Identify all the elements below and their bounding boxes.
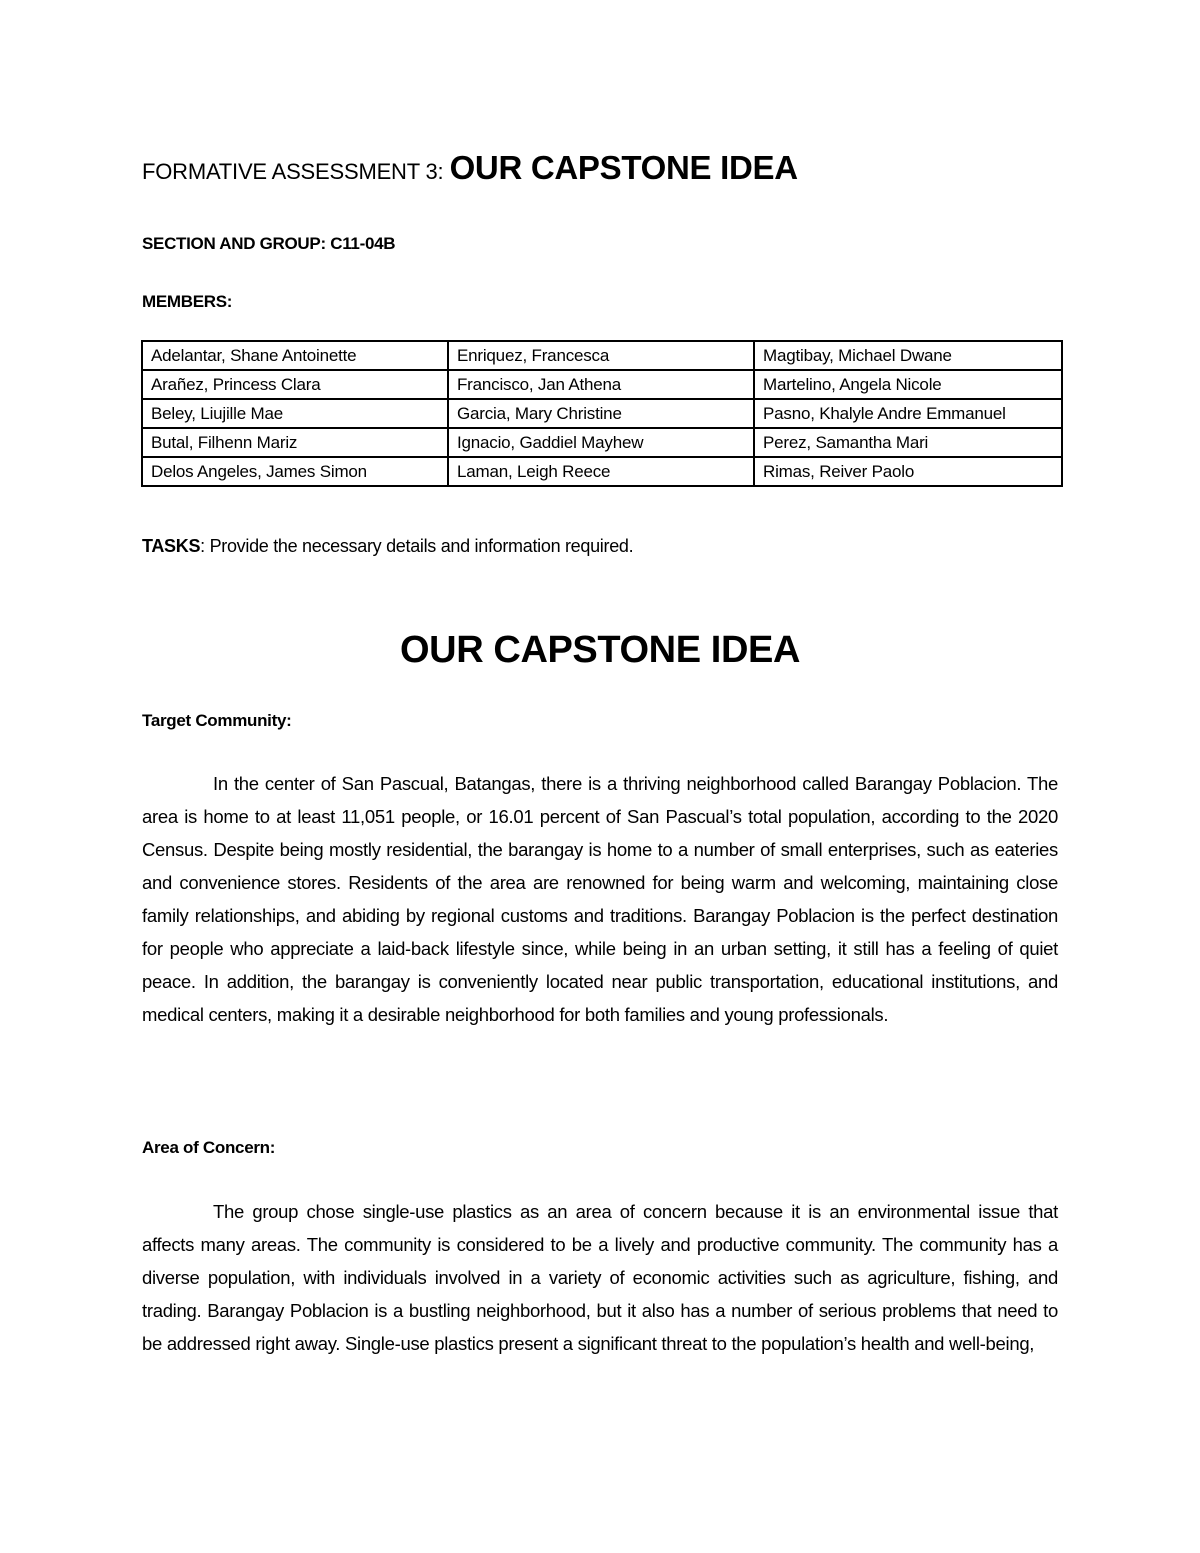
member-cell: Pasno, Khalyle Andre Emmanuel <box>754 399 1062 428</box>
area-of-concern-heading: Area of Concern: <box>142 1138 276 1157</box>
member-cell: Magtibay, Michael Dwane <box>754 341 1062 370</box>
page-title: OUR CAPSTONE IDEA <box>400 629 800 671</box>
assessment-label: FORMATIVE ASSESSMENT 3: <box>142 159 444 184</box>
members-table <box>141 340 1063 487</box>
tasks-line <box>142 534 633 558</box>
member-cell: Garcia, Mary Christine <box>448 399 754 428</box>
table-row <box>142 428 1062 457</box>
member-cell: Adelantar, Shane Antoinette <box>142 341 448 370</box>
member-cell: Martelino, Angela Nicole <box>754 370 1062 399</box>
table-row <box>142 341 1062 370</box>
member-cell: Laman, Leigh Reece <box>448 457 754 486</box>
assessment-title: OUR CAPSTONE IDEA <box>449 149 798 186</box>
target-community-heading: Target Community: <box>142 711 292 730</box>
target-community-paragraph: In the center of San Pascual, Batangas, there is a thriving neighborhood called Barangay Poblacion. The area is home to at least 11,051 people, or 16.01 percent of San Pascual’s total population, according to the 2020 Census. Despite being mostly residential, the barangay is home to a number of small enterprises, such as eateries and convenience stores. Residents of the area are renowned for being warm and welcoming, maintaining close family relationships, and abiding by regional customs and traditions. Barangay Poblacion is the perfect destination for people who appreciate a laid-back lifestyle since, while being in an urban setting, it still has a feeling of quiet peace. In addition, the barangay is conveniently located near public transportation, educational institutions, and medical centers, making it a desirable neighborhood for both families and young professionals. <box>142 773 1058 1025</box>
tasks-text: : Provide the necessary details and information required. <box>200 536 634 556</box>
assessment-title-line <box>142 148 798 192</box>
members-label: MEMBERS: <box>142 292 233 311</box>
member-cell: Perez, Samantha Mari <box>754 428 1062 457</box>
section-group-label: SECTION AND GROUP: C11-04B <box>142 234 396 253</box>
tasks-label: TASKS <box>142 536 201 556</box>
member-cell: Butal, Filhenn Mariz <box>142 428 448 457</box>
table-row <box>142 399 1062 428</box>
area-of-concern-paragraph: The group chose single-use plastics as an area of concern because it is an environmental issue that affects many areas. The community is considered to be a lively and productive community. The community has a diverse population, with individuals involved in a variety of economic activities such as agriculture, fishing, and trading. Barangay Poblacion is a bustling neighborhood, but it also has a number of serious problems that need to be addressed right away. Single-use plastics present a significant threat to the population’s health and well-being, <box>142 1201 1058 1354</box>
table-row <box>142 370 1062 399</box>
member-cell: Rimas, Reiver Paolo <box>754 457 1062 486</box>
member-cell: Ignacio, Gaddiel Mayhew <box>448 428 754 457</box>
member-cell: Delos Angeles, James Simon <box>142 457 448 486</box>
member-cell: Enriquez, Francesca <box>448 341 754 370</box>
member-cell: Beley, Liujille Mae <box>142 399 448 428</box>
table-row <box>142 457 1062 486</box>
member-cell: Francisco, Jan Athena <box>448 370 754 399</box>
member-cell: Arañez, Princess Clara <box>142 370 448 399</box>
